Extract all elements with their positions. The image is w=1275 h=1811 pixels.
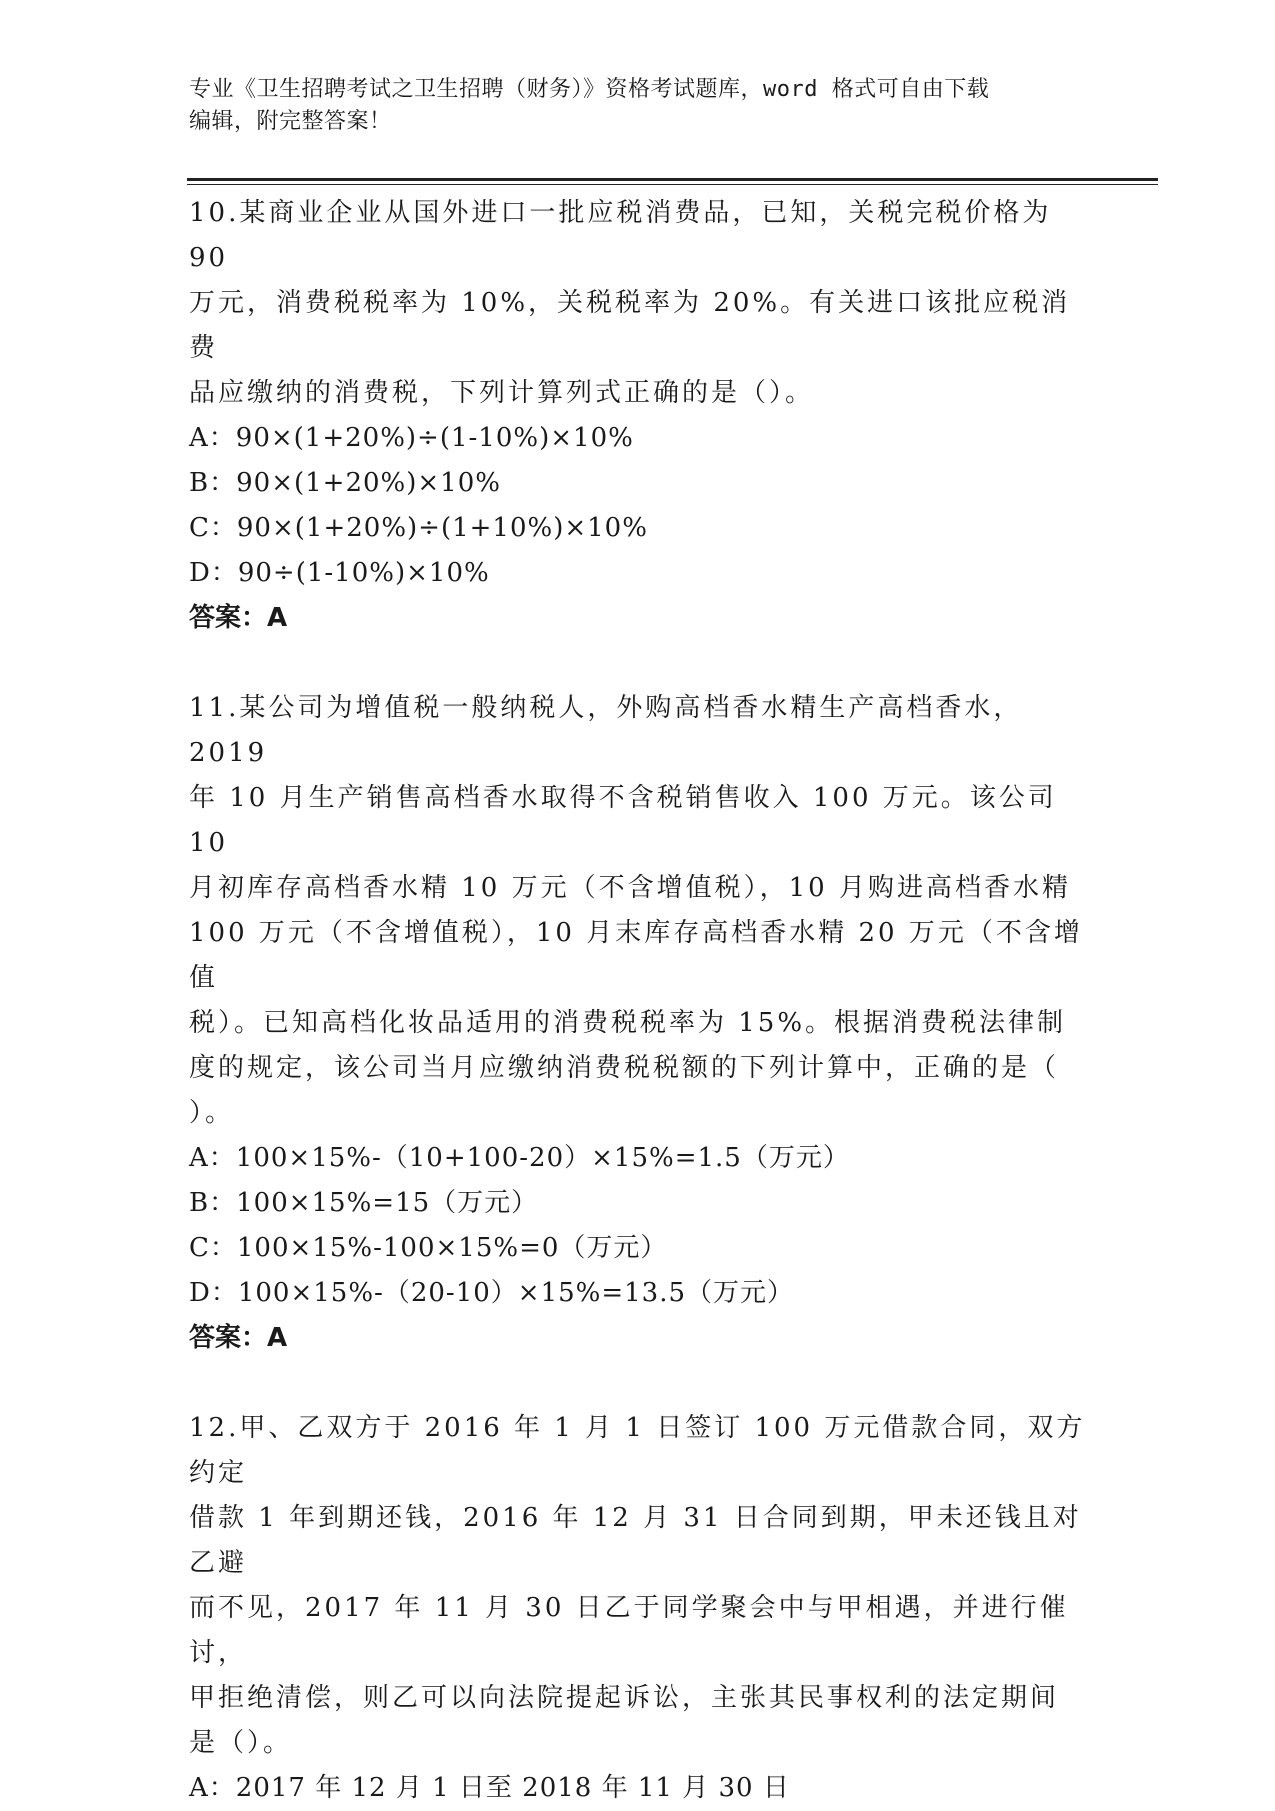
option-c: C：90×(1+20%)÷(1+10%)×10% <box>189 513 648 543</box>
document-header <box>189 74 1089 138</box>
question-text-line: 11.某公司为增值税一般纳税人，外购高档香水精生产高档香水，2019 <box>189 693 1023 768</box>
header-line-1: 专业《卫生招聘考试之卫生招聘（财务）》资格考试题库，word 格式可自由下载 <box>189 77 990 102</box>
header-divider-thin <box>187 184 1158 185</box>
option-a: A：90×(1+20%)÷(1-10%)×10% <box>189 423 634 453</box>
answer-label: 答案：A <box>189 603 288 633</box>
option-a: A：2017 年 12 月 1 日至 2018 年 11 月 30 日 <box>189 1773 790 1803</box>
question-text-line: 万元，消费税税率为 10%，关税税率为 20%。有关进口该批应税消费 <box>189 288 1071 363</box>
option-d: D：100×15%-（20-10）×15%=13.5（万元） <box>189 1278 795 1308</box>
question-text-line: 税）。已知高档化妆品适用的消费税税率为 15%。根据消费税法律制 <box>189 1008 1067 1038</box>
question-text-line: 借款 1 年到期还钱，2016 年 12 月 31 日合同到期，甲未还钱且对乙避 <box>189 1503 1082 1578</box>
header-divider-thick <box>187 178 1158 181</box>
question-text-line: 是（）。 <box>189 1728 293 1758</box>
question-text-line: 而不见，2017 年 11 月 30 日乙于同学聚会中与甲相遇，并进行催讨， <box>189 1593 1069 1668</box>
question-text-line: 100 万元（不含增值税），10 月末库存高档香水精 20 万元（不含增值 <box>189 918 1083 993</box>
question-10 <box>189 191 1089 641</box>
question-text-line: 年 10 月生产销售高档香水取得不含税销售收入 100 万元。该公司 10 <box>189 783 1057 858</box>
option-c: C：100×15%-100×15%=0（万元） <box>189 1233 668 1263</box>
question-11 <box>189 686 1089 1361</box>
question-text-line: 12.甲、乙双方于 2016 年 1 月 1 日签订 100 万元借款合同，双方约定 <box>189 1413 1086 1488</box>
question-text-line: 甲拒绝清偿，则乙可以向法院提起诉讼，主张其民事权利的法定期间 <box>189 1683 1060 1713</box>
question-text-line: 品应缴纳的消费税，下列计算列式正确的是（）。 <box>189 378 815 408</box>
option-b: B：100×15%=15（万元） <box>189 1188 539 1218</box>
question-text-line: 度的规定，该公司当月应缴纳消费税税额的下列计算中，正确的是（ <box>189 1053 1060 1083</box>
header-line-2: 编辑，附完整答案！ <box>189 109 392 134</box>
option-a: A：100×15%-（10+100-20）×15%=1.5（万元） <box>189 1143 850 1173</box>
question-text-line: 月初库存高档香水精 10 万元（不含增值税），10 月购进高档香水精 <box>189 873 1071 903</box>
question-12 <box>189 1406 1089 1811</box>
question-text-line: 10.某商业企业从国外进口一批应税消费品，已知，关税完税价格为 90 <box>189 198 1052 273</box>
question-list <box>189 191 1089 1811</box>
option-d: D：90÷(1-10%)×10% <box>189 558 490 588</box>
answer-label: 答案：A <box>189 1323 288 1353</box>
question-text-line: ）。 <box>189 1098 235 1128</box>
option-b: B：90×(1+20%)×10% <box>189 468 501 498</box>
